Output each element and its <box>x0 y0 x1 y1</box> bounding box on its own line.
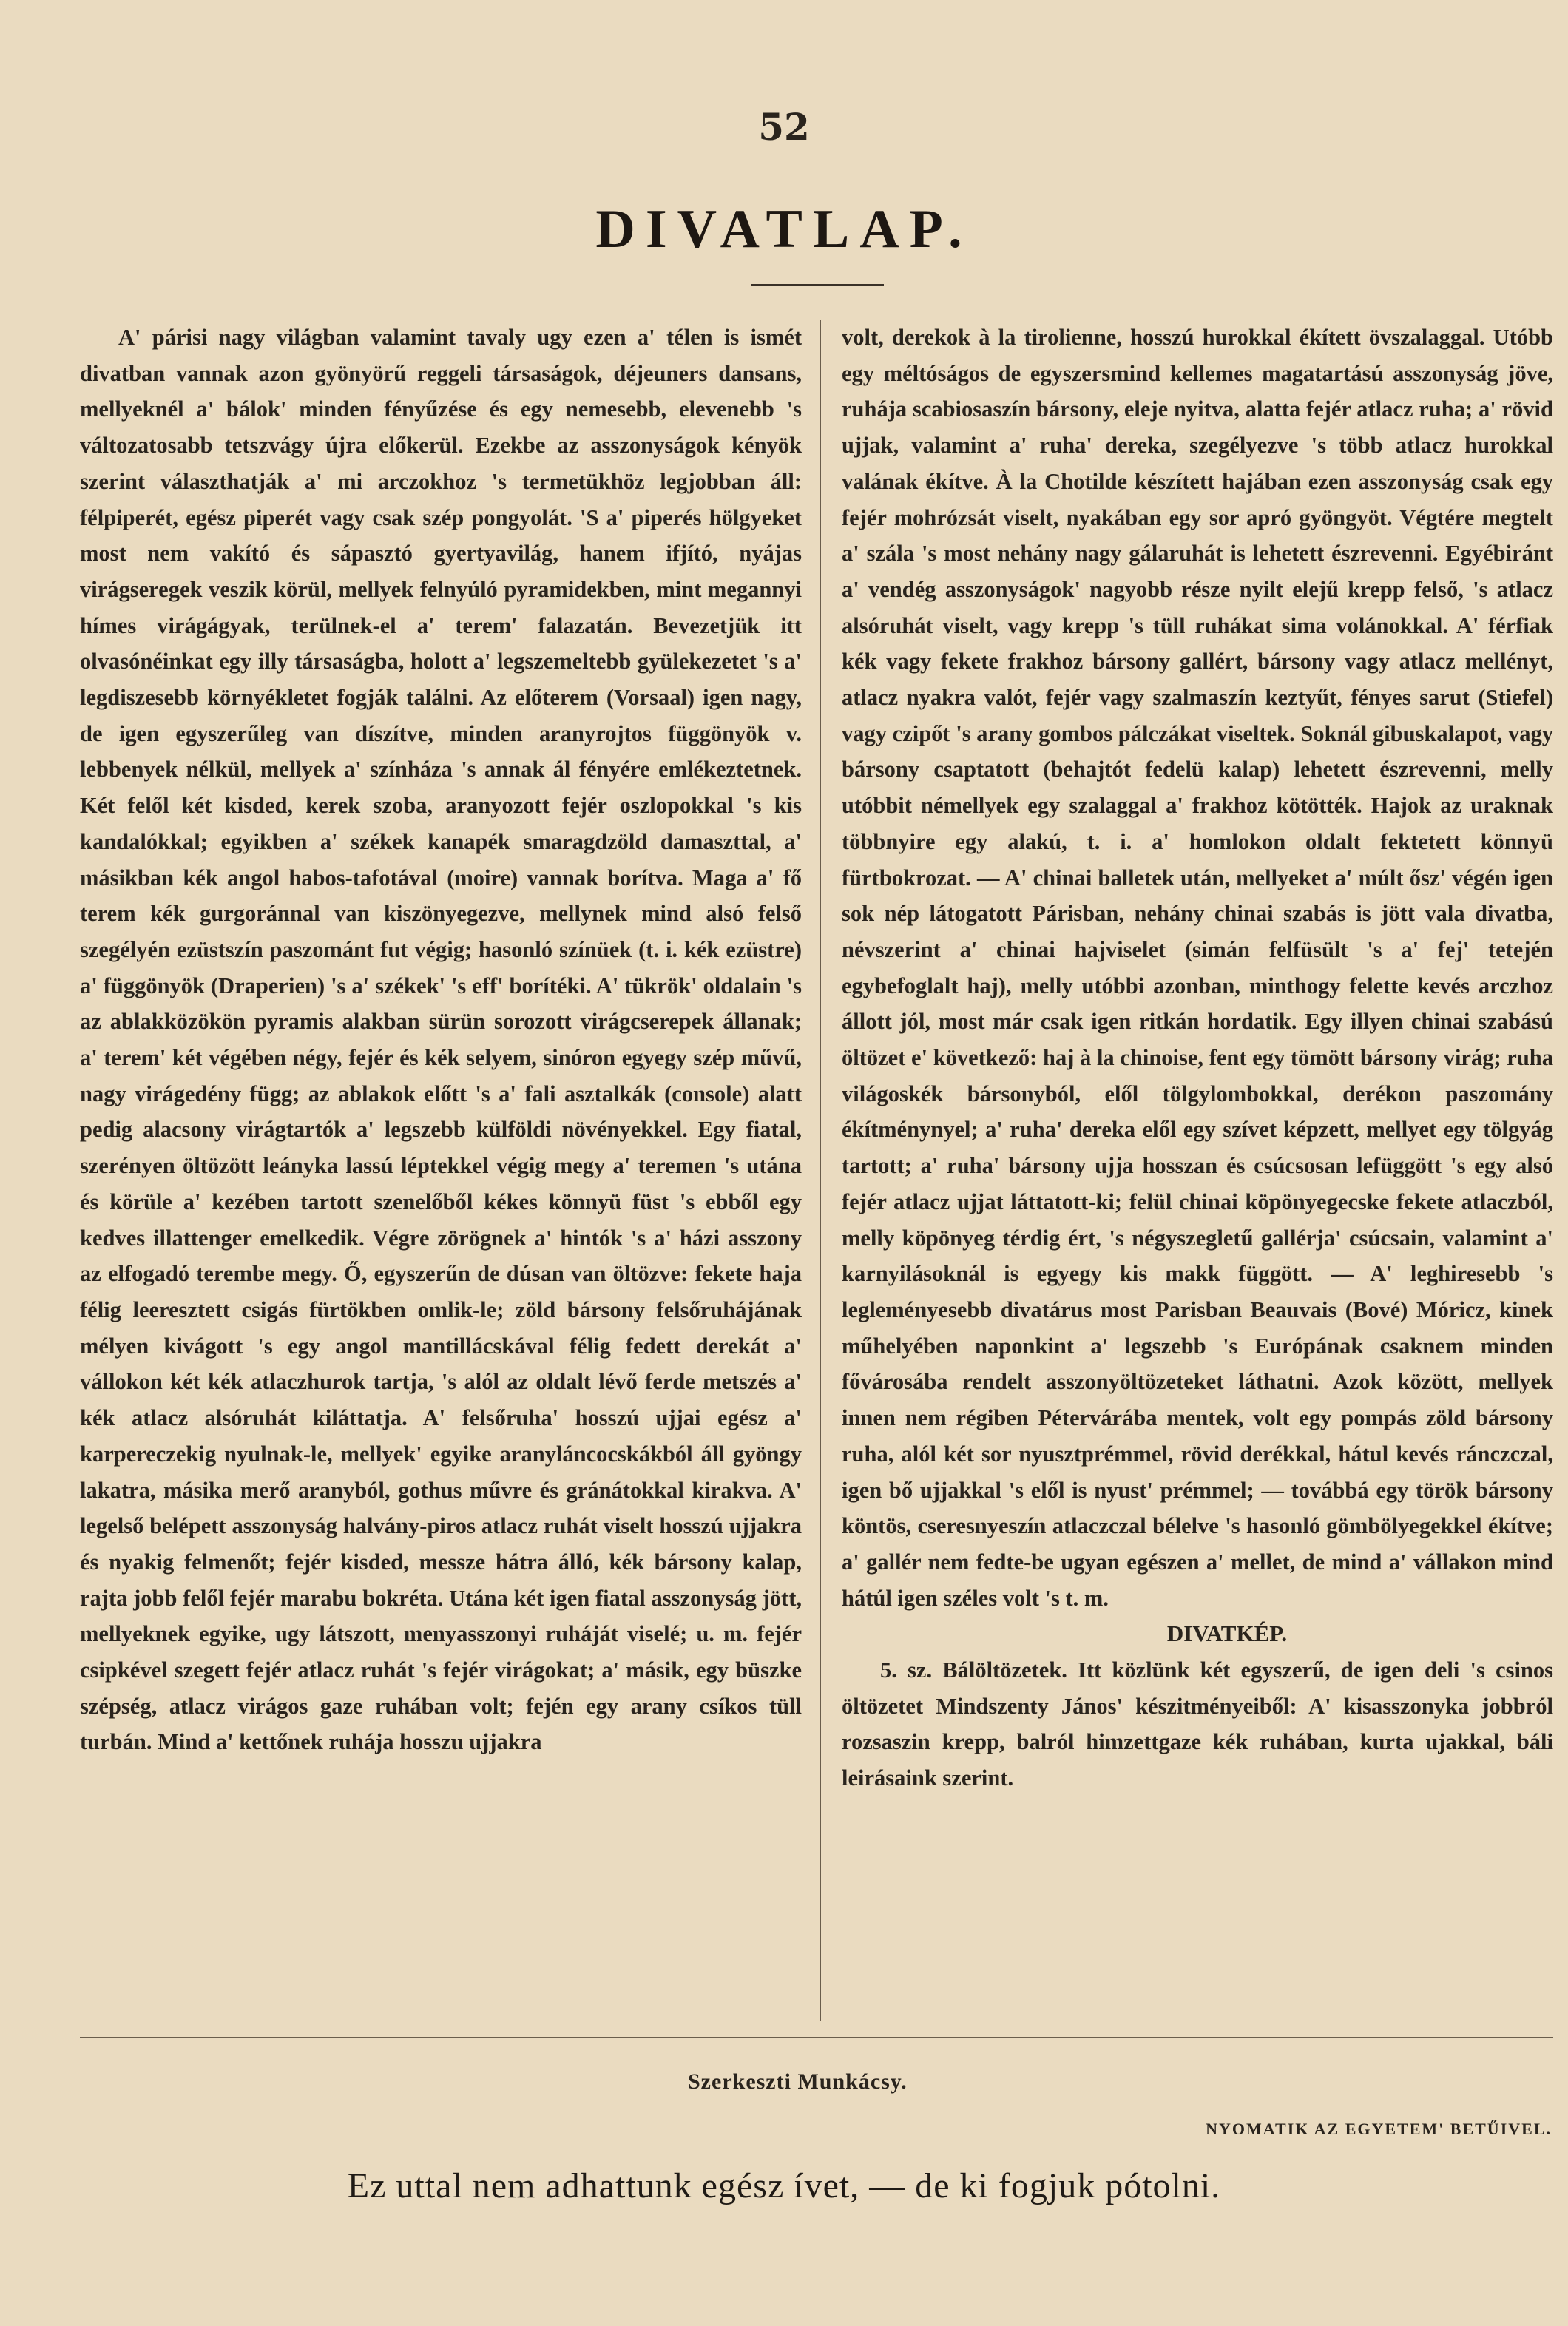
page-number: 52 <box>758 105 810 149</box>
printed-notice: Ez uttal nem adhattunk egész ívet, — de ki fogjuk pótolni. <box>347 2166 1221 2205</box>
editor-credit: Szerkeszti Munkácsy. <box>688 2069 908 2094</box>
left-column-paragraph: A' párisi nagy világban valamint tavaly ugy ezen a' télen is ismét divatban vannak azon gyönyörű reggeli társaságok, déjeuners dansans, mellyeknél a' bálok' minden fényűzése és egy nemesebb, elevenebb 's változatosabb tetszvágy újra előkerül. Ezekbe az asszonyságok kényök szerint választhatják a' mi arczokhoz 's termetükhöz legjobban áll: félpiperét, egész piperét vagy csak szép pongyolát. 'S a' piperés hölgyeket most nem vakító és sápasztó gyertyavilág, hanem ifjító, nyájas virágseregek veszik körül, mellyek felnyúló pyramidekben, mint megannyi hímes virágágyak, terülnek-el a' terem' falazatán. Bevezetjük itt olvasónéinkat egy illy társaságba, holott a' legszemeltebb gyülekezetet 's a' legdiszesebb környékletet fogják találni. Az előterem (Vorsaal) igen nagy, de igen egyszerűleg van díszítve, minden aranyrojtos függönyök v. lebbenyek nélkül, mellyek a' színháza 's annak ál fényére emlékeztetnek. Két felől két kisded, kerek szoba, aranyozott fejér oszlopokkal 's kis kandalókkal; egyikben a' székek kanapék smaragdzöld damaszttal, a' másikban kék angol habos-tafotával (moire) vannak borítva. Maga a' fő terem kék gurgoránnal van kiszönyegezve, mellynek mind alsó felső szegélyén ezüstszín paszománt fut végig; hasonló színüek (t. i. kék ezüstre) a' függönyök (Draperien) 's a' székek' 's eff' borítéki. A' tükrök' oldalain 's az ablakközökön pyramis alakban sürün sorozott virágcserepek állanak; a' terem' két végében négy, fejér és kék selyem, sinóron egyegy szép művű, nagy virágedény függ; az ablakok előtt 's a' fali asztalkák (console) alatt pedig alacsony virágtartók a' legszebb külföldi növényekkel. Egy fiatal, szerényen öltözött leányka lassú léptekkel végig megy a' teremen 's utána és körüle a' kezében tartott szenelőből kékes könnyü füst 's ebből egy kedves illattenger emelkedik. Végre zörögnek a' hintók 's a' házi asszony az elfogadó terembe megy. Ő, egyszerűn de dúsan van öltözve: fekete haja félig leeresztett csigás fürtökben omlik-le; zöld bársony felsőruhájának mélyen kivágott 's egy angol mantillácskával félig fedett derekát a' vállokon két kék atlaczhurok tartja, 's alól az oldalt lévő ferde metszés a' kék atlacz alsóruhát kiláttatja. A' felsőruha' hosszú ujjai egész a' karpereczekig nyulnak-le, mellyek' egyike aranyláncocskákból áll gyöngy lakatra, másika merő aranyból, gothus művre és gránátokkal kirakva. A' legelső belépett asszonyság halvány-piros atlacz ruhát viselt hosszú ujjakra és nyakig felmenőt; fejér kisded, messze hátra álló, kék bársony kalap, rajta jobb felől fejér marabu bokréta. Utána két igen fiatal asszonyság jött, mellyeknek egyike, ugy látszott, menyasszonyi ruháját viselé; u. m. fejér csipkével szegett fejér atlacz ruhát 's fejér virágokat; a' másik, egy büszke szépség, atlacz virágos gaze ruhában volt; fején egy arany csíkos tüll turbán. Mind a' kettőnek ruhája hosszu ujjakra <box>80 325 802 1755</box>
section-paragraph: 5. sz. Bálöltözetek. Itt közlünk két egyszerű, de igen deli 's csinos öltözetet Mindszenty János' készitményeiből: A' kisasszonyka jobbról rozsaszin krepp, balról himzettgaze kék ruhában, kurta ujakkal, báli leirásaink szerint. <box>842 1657 1553 1791</box>
right-column-paragraph: volt, derekok à la tirolienne, hosszú hurokkal ékített övszalaggal. Utóbb egy méltóságos de egyszersmind kellemes magatartású asszonyság jöve, ruhája scabiosaszín bársony, eleje nyitva, alatta fejér atlacz ruha; a' rövid ujjak, valamint a' ruha' dereka, szegélyezve 's több atlacz hurokkal valának ékítve. À la Chotilde készített hajában ezen asszonyság csak egy fejér mohrózsát viselt, nyakában egy sor apró gyöngyöt. Végtére megtelt a' szála 's most nehány nagy gálaruhát is lehetett észrevenni. Egyébiránt a' vendég asszonyságok' nagyobb része nyilt elejű krepp felső, 's atlacz alsóruhát viselt, vagy krepp 's tüll ruhákat sima volánokkal. A' férfiak kék vagy fekete frakhoz bársony gallért, bársony vagy atlacz mellényt, atlacz nyakra valót, fejér vagy szalmaszín keztyűt, fényes sarut (Stiefel) vagy czipőt 's arany gombos pálczákat viseltek. Soknál gibuskalapot, vagy bársony csaptatott (behajtót fedelü kalap) lehetett észrevenni, melly utóbbit némellyek egy szalaggal a' frakhoz kötötték. Hajok az uraknak többnyire egy alakú, t. i. a' homlokon oldalt fektetett könnyü fürtbokrozat. — A' chinai balletek után, mellyeket a' múlt ősz' végén igen sok nép látogatott Párisban, nehány chinai szabás is jött vala divatba, névszerint a' chinai hajviselet (simán felfüsült 's a' fej' tetején egybefoglalt haj), melly utóbbi azonban, minthogy felette kevés arczhoz állott jól, most már csak igen ritkán hordatik. Egy illyen chinai szabású öltözet e' következő: haj à la chinoise, fent egy tömött bársony virág; ruha világoskék bársonyból, elől tölgylombokkal, derékon paszomány ékítménynyel; a' ruha' dereka elől egy szívet képzett, mellyet egy tölgyág tartott; a' ruha' bársony ujja hosszan és csúcsosan lefüggött 's egy alsó fejér atlacz ujjat láttatott-ki; felül chinai köpönyegecske fekete atlaczból, melly köpönyeg térdig ért, 's négyszegletű gallérja' csúcsain, valamint a' karnyilásoknál is egyegy kis makk függött. — A' leghiresebb 's legleményesebb divatárus most Parisban Beauvais (Bové) Móricz, kinek műhelyében naponkint a' legszebb 's Európának csaknem minden fővárosába rendelt asszonyöltözeteket láthatni. Azok között, mellyek innen nem régiben Pétervárába mentek, volt egy pompás zöld bársony ruha, alól két sor nyusztprémmel, rövid derékkal, hátul kevés ránczczal, igen bő ujjakkal 's elől is nyust' prémmel; — továbbá egy török bársony köntös, cseresnyeszín atlaczczal bélelve 's hasonló gömbölyegekkel ékítve; a' gallér nem fedte-be ugyan egészen a' mellet, de mind a' vállakon mind hátúl igen széles volt 's t. m. <box>842 325 1553 1611</box>
title-divider <box>751 284 884 286</box>
left-column <box>80 320 802 2021</box>
printer-credit: NYOMATIK AZ EGYETEM' BETŰIVEL. <box>1206 2120 1552 2138</box>
section-heading: DIVATKÉP. <box>1166 1620 1288 1647</box>
page-title: DIVATLAP. <box>595 199 973 260</box>
column-divider <box>820 320 821 2021</box>
right-column <box>842 320 1553 2021</box>
bottom-divider <box>80 2037 1553 2038</box>
